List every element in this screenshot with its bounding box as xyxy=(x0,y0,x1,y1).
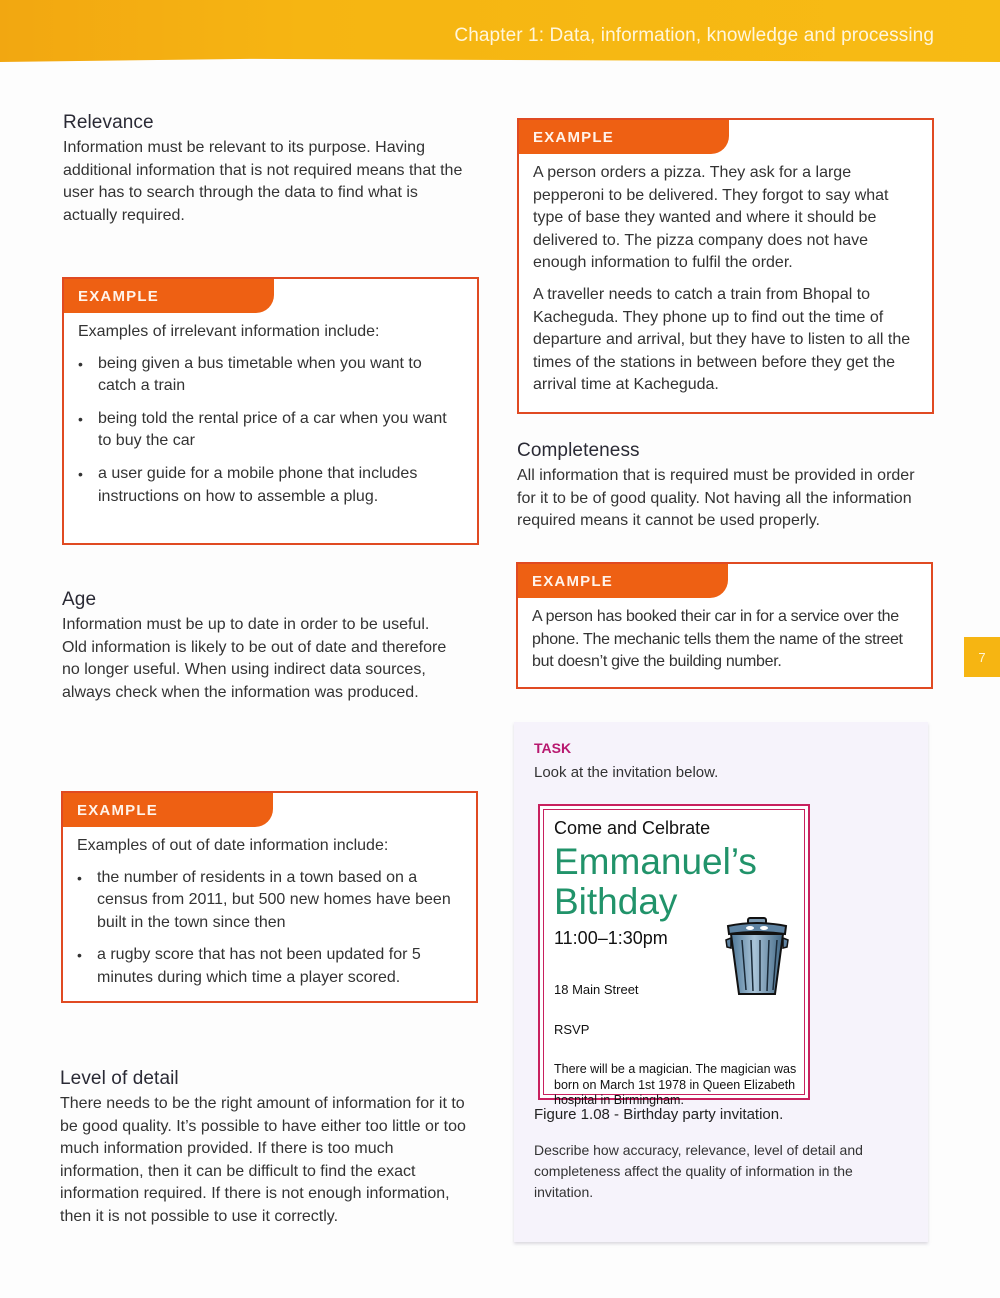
section-heading-completeness: Completeness xyxy=(517,440,640,461)
relevance-section xyxy=(63,112,463,227)
section-heading-relevance: Relevance xyxy=(63,112,154,133)
invitation-name-line1: Emmanuel’s xyxy=(554,841,757,882)
example-label: EXAMPLE xyxy=(518,564,728,598)
example-intro: Examples of irrelevant information include: xyxy=(78,323,380,340)
example-box-irrelevant xyxy=(62,277,479,545)
example-label: EXAMPLE xyxy=(63,793,273,827)
section-heading-age: Age xyxy=(62,589,97,610)
trash-can-icon xyxy=(722,914,792,998)
completeness-body: All information that is required must be provided in order for it to be of good quality. Not having all the information required means it cannot be used properly. xyxy=(517,467,915,530)
relevance-body: Information must be relevant to its purpose. Having additional information that is not required means that the user has to search through the data to find what is actually required. xyxy=(63,139,463,224)
example-paragraph: A traveller needs to catch a train from Bhopal to Kacheguda. They phone up to find out the time of departure and arrival, but they have to listen to all the times of the stations in between before they get the arrival time at Kacheguda. xyxy=(533,285,911,394)
invitation-time: 11:00–1:30pm xyxy=(554,928,668,948)
invitation-rsvp: RSVP xyxy=(554,1022,590,1037)
invitation-name xyxy=(554,842,757,922)
list-item: • the number of residents in a town based on a census from 2011, but 500 new homes have been built in the town since then xyxy=(77,867,462,935)
example-box-pizza-train xyxy=(517,118,934,414)
level-of-detail-section xyxy=(60,1068,470,1229)
figure-caption: Figure 1.08 - Birthday party invitation. xyxy=(534,1106,784,1123)
list-item: • a user guide for a mobile phone that includes instructions on how to assemble a plug. xyxy=(78,463,418,508)
birthday-invitation-figure xyxy=(538,804,810,1107)
example-bullet-list xyxy=(78,353,463,509)
example-bullet-list xyxy=(77,867,462,990)
invitation-note: There will be a magician. The magician was born on March 1st 1978 in Queen Elizabeth hospital in Birmingham. xyxy=(554,1062,797,1107)
age-section xyxy=(62,589,447,704)
age-body: Information must be up to date in order to be useful. Old information is likely to be out of date and therefore no longer useful. When using indirect data sources, always check when the information was produced. xyxy=(62,616,447,701)
example-label: EXAMPLE xyxy=(64,279,274,313)
example-paragraph: A person orders a pizza. They ask for a large pepperoni to be delivered. They forgot to say what type of base they wanted and where it should be delivered to. The pizza company does not have enough information to fulfil the order. xyxy=(533,164,889,272)
example-paragraph: A person has booked their car in for a service over the phone. The mechanic tells them the name of the street but doesn’t give the building number. xyxy=(532,608,903,671)
section-heading-level-of-detail: Level of detail xyxy=(60,1068,179,1089)
example-box-car-service xyxy=(516,562,933,689)
example-box-out-of-date xyxy=(61,791,478,1003)
task-intro: Look at the invitation below. xyxy=(534,764,719,781)
level-of-detail-body: There needs to be the right amount of information for it to be good quality. It’s possible to have either too little or too much information provided. If there is too much information, then it can be difficult to find the exact information required. If there is not enough information, then it is not possible to use it correctly. xyxy=(60,1095,466,1225)
invitation-headline: Come and Celbrate xyxy=(554,818,711,838)
example-intro: Examples of out of date information include: xyxy=(77,837,389,854)
example-label: EXAMPLE xyxy=(519,120,729,154)
list-item: • being told the rental price of a car when you want to buy the car xyxy=(78,408,463,453)
completeness-section xyxy=(517,440,927,533)
task-question: Describe how accuracy, relevance, level of detail and completeness affect the quality of information in the invitation. xyxy=(534,1142,863,1200)
chapter-title: Chapter 1: Data, information, knowledge and processing xyxy=(454,25,934,46)
list-item: • being given a bus timetable when you want to catch a train xyxy=(78,353,463,398)
page-number-tab: 7 xyxy=(964,637,1000,677)
invitation-street: 18 Main Street xyxy=(554,982,639,997)
list-item: • a rugby score that has not been updated for 5 minutes during which time a player scored. xyxy=(77,944,462,989)
task-panel xyxy=(514,722,928,1242)
invitation-name-line2: Bithday xyxy=(554,881,678,922)
task-label: TASK xyxy=(534,740,572,756)
